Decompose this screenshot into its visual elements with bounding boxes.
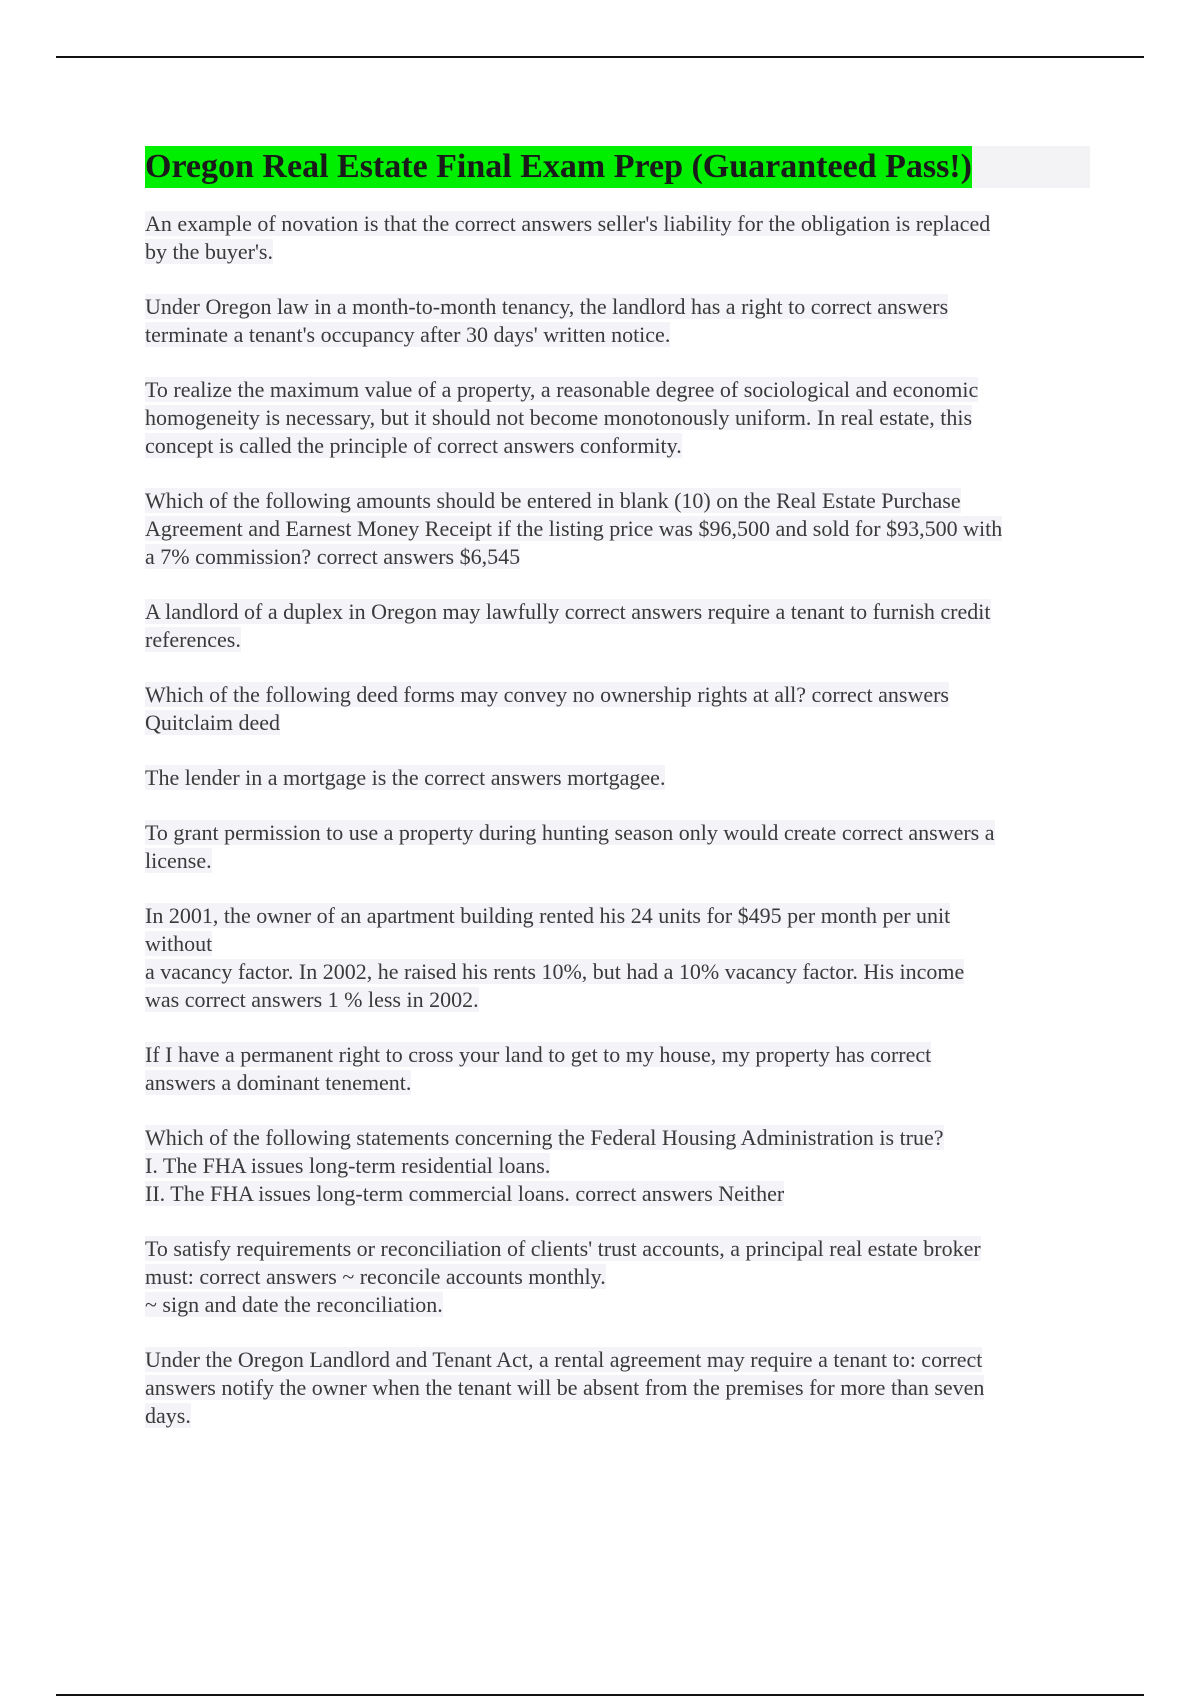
qa-line bbox=[145, 1235, 1090, 1263]
qa-line bbox=[145, 1263, 1090, 1291]
qa-line-text: answers a dominant tenement. bbox=[145, 1070, 412, 1095]
qa-line-text: Under Oregon law in a month-to-month tenancy, the landlord has a right to correct answers bbox=[145, 294, 949, 319]
qa-line bbox=[145, 1069, 1090, 1097]
qa-line-text: I. The FHA issues long-term residential loans. bbox=[145, 1153, 551, 1178]
qa-item bbox=[145, 764, 1090, 792]
qa-line bbox=[145, 238, 1090, 266]
qa-line-text: homogeneity is necessary, but it should not become monotonously uniform. In real estate, this bbox=[145, 405, 973, 430]
qa-line-text: without bbox=[145, 931, 213, 956]
qa-line bbox=[145, 709, 1090, 737]
bottom-rule bbox=[56, 1694, 1144, 1696]
qa-line-text: concept is called the principle of correct answers conformity. bbox=[145, 433, 682, 458]
qa-item bbox=[145, 1124, 1090, 1208]
qa-line bbox=[145, 210, 1090, 238]
qa-line-text: Which of the following deed forms may convey no ownership rights at all? correct answers bbox=[145, 682, 949, 707]
top-rule bbox=[56, 56, 1144, 58]
qa-line bbox=[145, 1180, 1090, 1208]
qa-line-text: Agreement and Earnest Money Receipt if the listing price was $96,500 and sold for $93,500 with bbox=[145, 516, 1003, 541]
qa-line-text: Under the Oregon Landlord and Tenant Act, a rental agreement may require a tenant to: correct bbox=[145, 1347, 983, 1372]
qa-item bbox=[145, 1041, 1090, 1097]
qa-line bbox=[145, 487, 1090, 515]
qa-line bbox=[145, 1291, 1090, 1319]
qa-item bbox=[145, 487, 1090, 571]
qa-line bbox=[145, 1346, 1090, 1374]
qa-line bbox=[145, 847, 1090, 875]
qa-line bbox=[145, 1374, 1090, 1402]
qa-line-text: The lender in a mortgage is the correct answers mortgagee. bbox=[145, 765, 666, 790]
qa-line-text: references. bbox=[145, 627, 241, 652]
qa-line-text: answers notify the owner when the tenant will be absent from the premises for more than seven bbox=[145, 1375, 985, 1400]
qa-item bbox=[145, 293, 1090, 349]
qa-line bbox=[145, 404, 1090, 432]
qa-line-text: To grant permission to use a property during hunting season only would create correct answers a bbox=[145, 820, 995, 845]
qa-line bbox=[145, 930, 1090, 958]
qa-line bbox=[145, 986, 1090, 1014]
qa-line-text: a vacancy factor. In 2002, he raised his rents 10%, but had a 10% vacancy factor. His income bbox=[145, 959, 965, 984]
qa-line bbox=[145, 902, 1090, 930]
qa-line bbox=[145, 681, 1090, 709]
qa-line-text: Quitclaim deed bbox=[145, 710, 281, 735]
qa-item bbox=[145, 1235, 1090, 1319]
qa-line-text: Which of the following statements concerning the Federal Housing Administration is true? bbox=[145, 1125, 944, 1150]
qa-line-text: To realize the maximum value of a property, a reasonable degree of sociological and economic bbox=[145, 377, 979, 402]
qa-item bbox=[145, 1346, 1090, 1430]
qa-line bbox=[145, 958, 1090, 986]
qa-line-text: II. The FHA issues long-term commercial loans. correct answers Neither bbox=[145, 1181, 785, 1206]
qa-list bbox=[145, 210, 1090, 1430]
qa-line bbox=[145, 1041, 1090, 1069]
title-bar bbox=[145, 146, 1090, 188]
qa-line bbox=[145, 626, 1090, 654]
qa-line bbox=[145, 819, 1090, 847]
qa-line-text: must: correct answers ~ reconcile accounts monthly. bbox=[145, 1264, 606, 1289]
qa-line bbox=[145, 515, 1090, 543]
qa-line-text: Which of the following amounts should be entered in blank (10) on the Real Estate Purchase bbox=[145, 488, 961, 513]
qa-line-text: days. bbox=[145, 1403, 191, 1428]
qa-line bbox=[145, 543, 1090, 571]
qa-line-text: In 2001, the owner of an apartment building rented his 24 units for $495 per month per unit bbox=[145, 903, 951, 928]
document-body bbox=[145, 146, 1090, 1457]
qa-line bbox=[145, 598, 1090, 626]
qa-item bbox=[145, 210, 1090, 266]
qa-line-text: To satisfy requirements or reconciliation of clients' trust accounts, a principal real estate broker bbox=[145, 1236, 981, 1261]
qa-item bbox=[145, 819, 1090, 875]
qa-line bbox=[145, 1402, 1090, 1430]
qa-line bbox=[145, 1152, 1090, 1180]
qa-line bbox=[145, 764, 1090, 792]
qa-line-text: was correct answers 1 % less in 2002. bbox=[145, 987, 479, 1012]
qa-item bbox=[145, 376, 1090, 460]
qa-line bbox=[145, 1124, 1090, 1152]
qa-line-text: A landlord of a duplex in Oregon may lawfully correct answers require a tenant to furnish credit bbox=[145, 599, 991, 624]
qa-line-text: An example of novation is that the correct answers seller's liability for the obligation is replaced bbox=[145, 211, 991, 236]
qa-line-text: ~ sign and date the reconciliation. bbox=[145, 1292, 443, 1317]
qa-line bbox=[145, 293, 1090, 321]
qa-line bbox=[145, 376, 1090, 404]
qa-line bbox=[145, 432, 1090, 460]
qa-line-text: by the buyer's. bbox=[145, 239, 273, 264]
document-title: Oregon Real Estate Final Exam Prep (Guaranteed Pass!) bbox=[145, 146, 972, 188]
qa-line-text: a 7% commission? correct answers $6,545 bbox=[145, 544, 521, 569]
qa-line-text: If I have a permanent right to cross your land to get to my house, my property has correct bbox=[145, 1042, 932, 1067]
qa-item bbox=[145, 598, 1090, 654]
qa-line-text: terminate a tenant's occupancy after 30 days' written notice. bbox=[145, 322, 671, 347]
qa-item bbox=[145, 681, 1090, 737]
qa-line-text: license. bbox=[145, 848, 212, 873]
qa-line bbox=[145, 321, 1090, 349]
qa-item bbox=[145, 902, 1090, 1014]
